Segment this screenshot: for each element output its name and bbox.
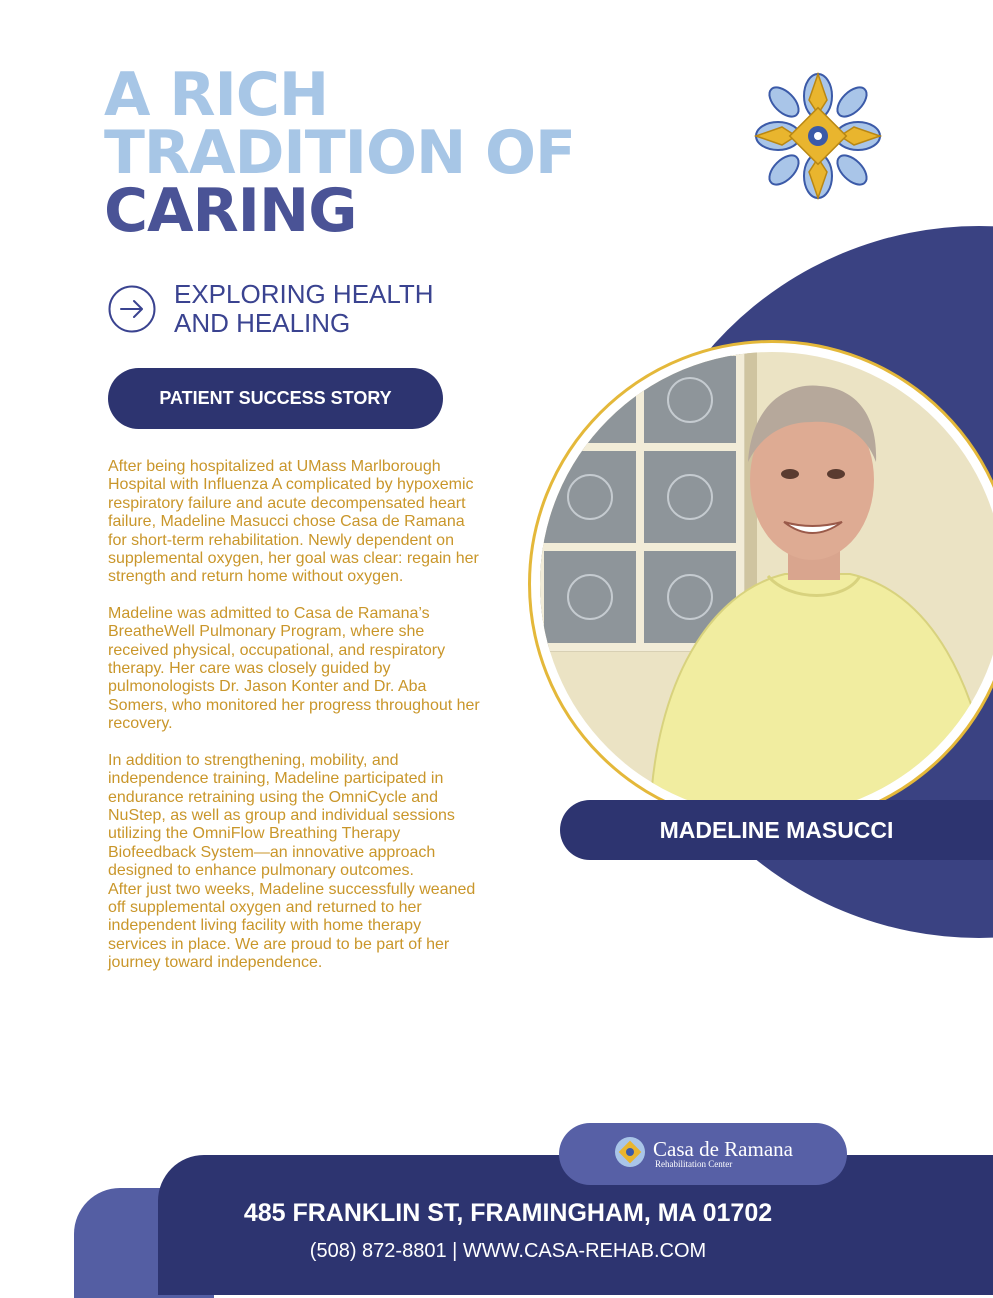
brand-name: Casa de Ramana	[653, 1137, 793, 1161]
story-paragraph: After being hospitalized at UMass Marlborough Hospital with Influenza A complicated by hypoxemic respiratory failure and acute decompensated heart failure, Madeline Masucci chose Casa de Ramana for short-term rehabilitation. Newly dependent on supplemental oxygen, her goal was clear: regain her strength and return home without oxygen.	[108, 458, 479, 586]
headline-line-3: CARING	[104, 176, 357, 246]
footer-address: 485 FRANKLIN ST, FRAMINGHAM, MA 01702	[243, 1199, 773, 1227]
brand-logo-badge	[559, 1123, 847, 1185]
exploring-health-label	[174, 280, 434, 338]
brand-emblem-icon	[613, 1135, 653, 1174]
story-paragraph: After just two weeks, Madeline successfully weaned off supplemental oxygen and returned to her independent living facility with home therapy services in place. We are proud to be part of her journey toward independence.	[108, 880, 476, 972]
story-paragraph: In addition to strengthening, mobility, and independence training, Madeline participated in endurance retraining using the OmniCycle and NuStep, as well as group and individual sessions utilizing the OmniFlow Breathing Therapy Biofeedback System—an innovative approach designed to enhance pulmonary outcomes.	[108, 751, 455, 880]
arrow-right-circle-icon	[108, 285, 156, 333]
patient-success-story-badge: PATIENT SUCCESS STORY	[108, 368, 443, 429]
headline	[104, 60, 576, 246]
story-paragraph: Madeline was admitted to Casa de Ramana’s BreatheWell Pulmonary Program, where she received physical, occupational, and respiratory therapy. Her care was closely guided by pulmonologists Dr. Jason Konter and Dr. Aba Somers, who monitored her progress throughout her recovery.	[108, 604, 480, 733]
story-text	[108, 458, 480, 973]
ornamental-emblem-icon	[752, 70, 884, 202]
footer-contact: (508) 872-8801 | WWW.CASA-REHAB.COM	[309, 1240, 707, 1262]
exploring-health-link[interactable]	[108, 280, 434, 338]
patient-photo	[540, 352, 993, 816]
headline-line-1: A RICH	[104, 60, 329, 130]
brand-subtitle: Rehabilitation Center	[655, 1159, 733, 1169]
patient-name: MADELINE MASUCCI	[560, 800, 993, 860]
explore-line-1: EXPLORING HEALTH	[174, 279, 434, 309]
headline-line-2: TRADITION OF	[104, 118, 576, 188]
explore-line-2: AND HEALING	[174, 308, 351, 338]
brand-text	[653, 1139, 793, 1169]
